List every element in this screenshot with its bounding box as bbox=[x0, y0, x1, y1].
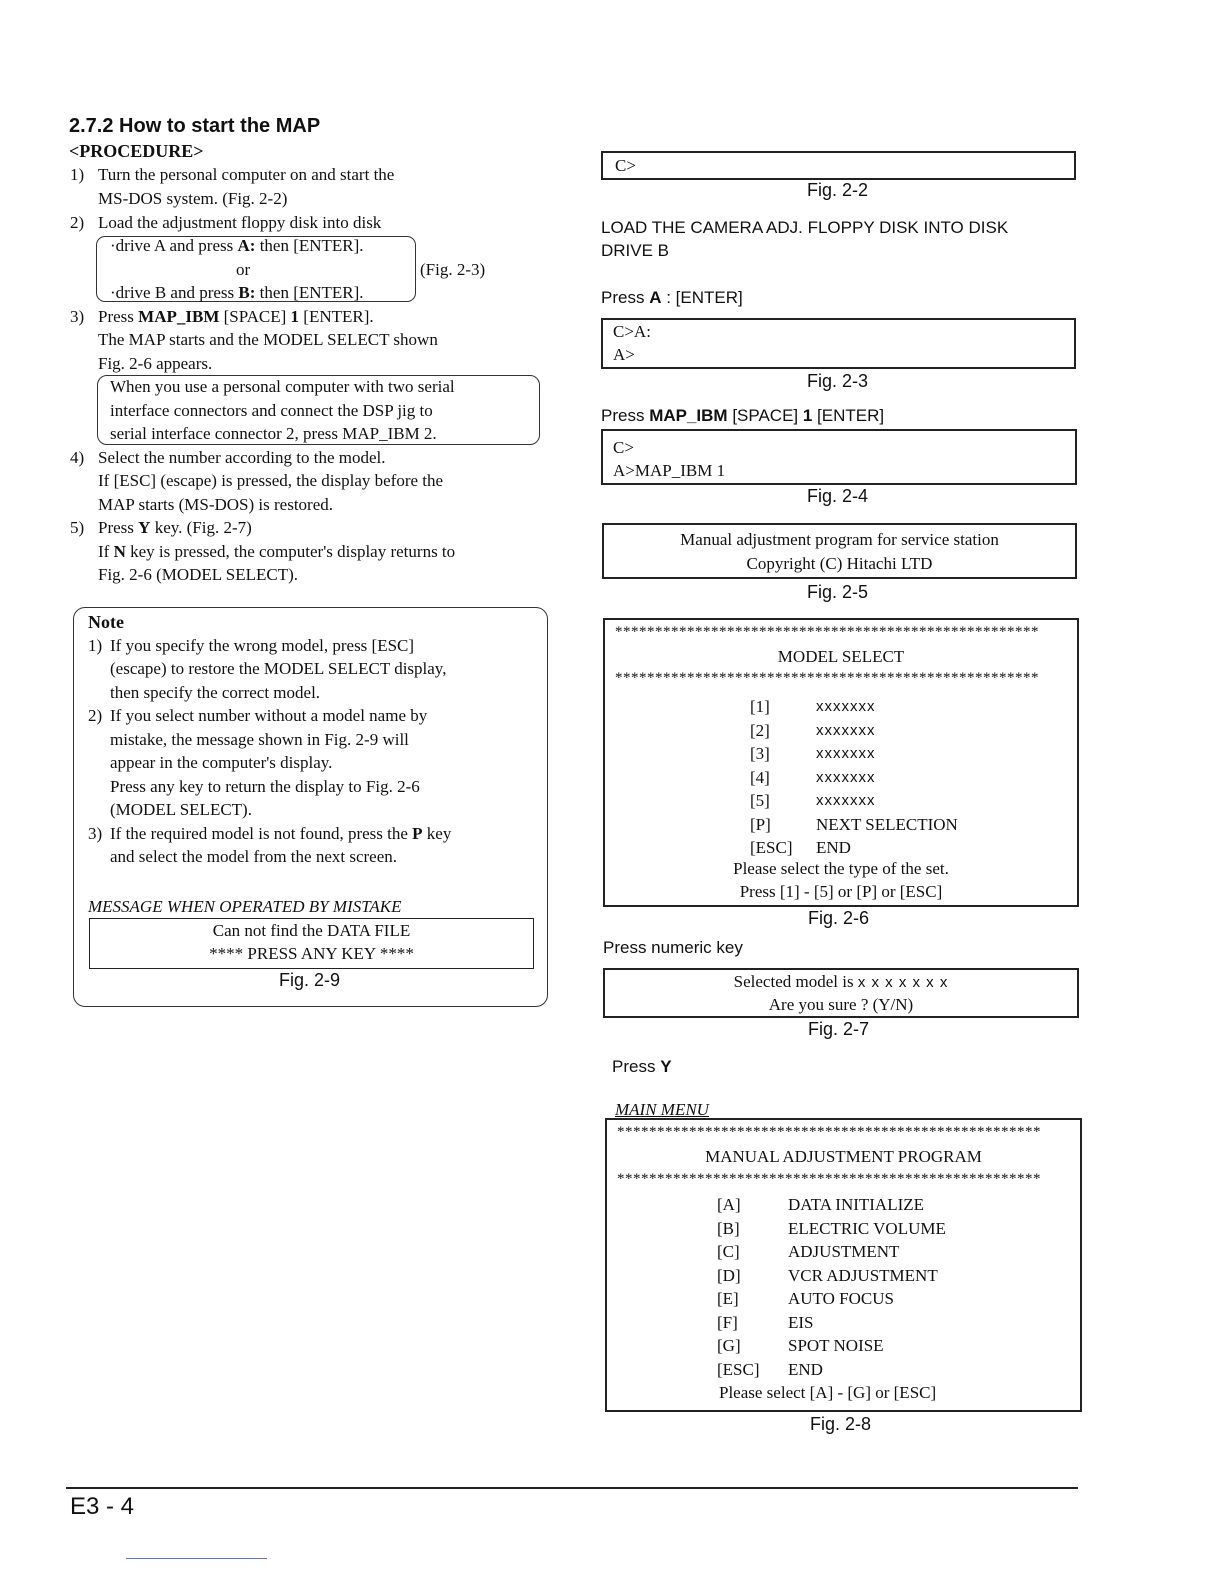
model-select-title: MODEL SELECT bbox=[777, 647, 905, 666]
model-option-key: [3] bbox=[750, 744, 770, 763]
main-menu-prompt: Please select [A] - [G] or [ESC] bbox=[719, 1383, 937, 1402]
load-instruction-line-2: DRIVE B bbox=[601, 241, 670, 260]
step-3-number: 3) bbox=[70, 307, 85, 326]
main-menu-screen bbox=[605, 1118, 1082, 1412]
fig-2-3-caption: Fig. 2-3 bbox=[807, 371, 869, 391]
step-2-line-1: Load the adjustment floppy disk into disk bbox=[98, 213, 382, 232]
main-stars-bottom: ***************************************************** bbox=[617, 1171, 1041, 1187]
model-option-key: [ESC] bbox=[750, 838, 793, 857]
serial-note-line-3: serial interface connector 2, press MAP_IBM 2. bbox=[110, 424, 437, 443]
main-menu-option-label: END bbox=[788, 1359, 823, 1379]
confirm-selected-text: Selected model is bbox=[733, 972, 858, 991]
note-3-p-key: P bbox=[412, 824, 423, 843]
main-menu-option-label: EIS bbox=[788, 1312, 814, 1332]
step-5-rest: key. (Fig. 2-7) bbox=[150, 518, 252, 537]
mistake-line-2: **** PRESS ANY KEY **** bbox=[209, 944, 414, 963]
load-instruction-line-1: LOAD THE CAMERA ADJ. FLOPPY DISK INTO DISK bbox=[601, 218, 1009, 237]
step-3-press: Press bbox=[98, 307, 139, 326]
fig-2-2-caption: Fig. 2-2 bbox=[807, 180, 869, 200]
footer-underline bbox=[126, 1558, 267, 1559]
press-map-press: Press bbox=[601, 406, 650, 425]
note-2-line-3: appear in the computer's display. bbox=[110, 753, 333, 772]
model-option-key: [2] bbox=[750, 720, 770, 740]
drive-a-text: ·drive A and press bbox=[110, 236, 238, 255]
serial-note-line-1: When you use a personal computer with two serial bbox=[110, 377, 455, 396]
main-menu-option-label: DATA INITIALIZE bbox=[788, 1195, 925, 1214]
fig-2-5-caption: Fig. 2-5 bbox=[807, 582, 869, 602]
press-a-enter: : [ENTER] bbox=[661, 288, 743, 307]
serial-note-line-2: interface connectors and connect the DSP jig to bbox=[110, 401, 433, 420]
step-5-line-2 bbox=[98, 540, 455, 563]
fig-2-2-screen bbox=[601, 151, 1076, 180]
fig-2-3-line-1: C>A: bbox=[613, 322, 651, 341]
step-5-press: Press bbox=[98, 518, 139, 537]
model-option-label: xxxxxxx bbox=[816, 721, 876, 739]
drive-a-option bbox=[110, 234, 364, 257]
main-menu-option-label: ELECTRIC VOLUME bbox=[788, 1218, 946, 1238]
note-2-line-4: Press any key to return the display to Fig. 2-6 bbox=[110, 777, 420, 796]
model-stars-bottom: ***************************************************** bbox=[615, 670, 1039, 686]
press-map-one: 1 bbox=[802, 406, 813, 425]
model-option-label: xxxxxxx bbox=[816, 792, 876, 809]
step-5-line-3: Fig. 2-6 (MODEL SELECT). bbox=[98, 565, 299, 584]
drive-a-key: A: bbox=[237, 236, 256, 255]
main-menu-title: MANUAL ADJUSTMENT PROGRAM bbox=[705, 1147, 982, 1166]
step-3-space: [SPACE] bbox=[219, 307, 291, 326]
fig-2-5-line-1: Manual adjustment program for service station bbox=[680, 530, 999, 549]
note-3-key-word: key bbox=[422, 824, 452, 843]
step-4-line-2: If [ESC] (escape) is pressed, the display before the bbox=[98, 471, 444, 490]
model-select-screen bbox=[603, 618, 1079, 907]
page-number: E3 - 4 bbox=[70, 1493, 135, 1520]
step-4-number: 4) bbox=[70, 448, 85, 467]
fig-2-3-screen bbox=[601, 318, 1076, 369]
fig-2-4-line-2: A>MAP_IBM 1 bbox=[613, 461, 726, 480]
note-3-text: If the required model is not found, press the bbox=[110, 824, 413, 843]
model-prompt-1: Please select the type of the set. bbox=[733, 859, 949, 878]
press-a-instruction bbox=[601, 286, 743, 309]
press-a-key: A bbox=[649, 288, 662, 307]
fig-2-6-caption: Fig. 2-6 bbox=[808, 908, 870, 928]
model-option-key: [5] bbox=[750, 791, 770, 810]
step-4-line-3: MAP starts (MS-DOS) is restored. bbox=[98, 495, 334, 514]
model-option-key: [4] bbox=[750, 767, 770, 787]
step-5-if: If bbox=[98, 542, 114, 561]
fig-2-3-line-2: A> bbox=[613, 345, 635, 364]
drive-b-enter: then [ENTER]. bbox=[255, 283, 364, 302]
drive-a-enter: then [ENTER]. bbox=[255, 236, 364, 255]
mistake-message-screen bbox=[89, 918, 534, 969]
procedure-label: <PROCEDURE> bbox=[69, 141, 204, 161]
main-menu-option-label: SPOT NOISE bbox=[788, 1336, 884, 1355]
step-1-number: 1) bbox=[70, 165, 85, 184]
press-map-enter: [ENTER] bbox=[812, 406, 885, 425]
main-menu-option-label: VCR ADJUSTMENT bbox=[788, 1265, 938, 1285]
drive-or-label: or bbox=[236, 260, 251, 279]
note-2-line-1: If you select number without a model name by bbox=[110, 706, 428, 725]
confirm-line-1 bbox=[605, 970, 1077, 994]
drive-fig-ref: (Fig. 2-3) bbox=[420, 260, 486, 279]
section-heading: 2.7.2 How to start the MAP bbox=[69, 115, 321, 137]
main-menu-option-key: [E] bbox=[717, 1289, 739, 1308]
step-5-key: Y bbox=[138, 518, 151, 537]
main-menu-option-key: [F] bbox=[717, 1312, 738, 1332]
step-1-line-1: Turn the personal computer on and start the bbox=[98, 165, 395, 184]
step-4-line-1: Select the number according to the model. bbox=[98, 448, 386, 467]
press-y-instruction bbox=[612, 1055, 672, 1078]
fig-2-2-prompt: C> bbox=[615, 156, 636, 175]
model-option-label: END bbox=[816, 838, 851, 857]
main-menu-option-key: [G] bbox=[717, 1336, 741, 1355]
confirm-line-2: Are you sure ? (Y/N) bbox=[768, 995, 914, 1014]
note-2-number: 2) bbox=[88, 706, 103, 725]
step-5-n-key: N bbox=[113, 542, 126, 561]
drive-b-text: ·drive B and press bbox=[110, 283, 239, 302]
model-option-label: xxxxxxx bbox=[816, 768, 876, 786]
note-2-line-2: mistake, the message shown in Fig. 2-9 will bbox=[110, 730, 409, 749]
step-3-line-1 bbox=[98, 305, 374, 328]
main-menu-option-label: AUTO FOCUS bbox=[788, 1289, 894, 1308]
fig-2-4-caption: Fig. 2-4 bbox=[807, 486, 869, 506]
main-menu-option-key: [ESC] bbox=[717, 1359, 760, 1379]
main-menu-option-label: ADJUSTMENT bbox=[788, 1242, 900, 1261]
press-y-press: Press bbox=[612, 1057, 661, 1076]
mistake-line-1: Can not find the DATA FILE bbox=[212, 921, 411, 940]
confirm-model-screen bbox=[603, 968, 1079, 1018]
note-title: Note bbox=[88, 612, 124, 632]
step-3-command: MAP_IBM bbox=[138, 307, 220, 326]
press-y-key: Y bbox=[660, 1057, 672, 1076]
main-menu-option-key: [C] bbox=[717, 1242, 740, 1261]
drive-b-option bbox=[110, 281, 364, 304]
fig-2-4-line-1: C> bbox=[613, 438, 634, 457]
note-1-number: 1) bbox=[88, 636, 103, 655]
note-3-number: 3) bbox=[88, 824, 103, 843]
fig-2-4-screen bbox=[601, 429, 1077, 485]
press-map-command: MAP_IBM bbox=[649, 406, 728, 425]
footer-rule bbox=[66, 1487, 1078, 1489]
note-1-line-2: (escape) to restore the MODEL SELECT display, bbox=[110, 659, 447, 678]
confirm-model-x: x x x x x x x bbox=[857, 974, 949, 991]
step-5-returns: key is pressed, the computer's display returns to bbox=[125, 542, 456, 561]
fig-2-7-caption: Fig. 2-7 bbox=[808, 1019, 870, 1039]
note-1-line-3: then specify the correct model. bbox=[110, 683, 321, 702]
model-option-key: [1] bbox=[750, 697, 770, 716]
model-stars-top: ***************************************************** bbox=[615, 624, 1039, 640]
press-a-press: Press bbox=[601, 288, 650, 307]
step-3-enter: [ENTER]. bbox=[299, 307, 374, 326]
main-menu-option-key: [B] bbox=[717, 1218, 740, 1238]
model-prompt-2: Press [1] - [5] or [P] or [ESC] bbox=[739, 882, 943, 901]
main-menu-option-key: [D] bbox=[717, 1265, 741, 1285]
note-2-line-5: (MODEL SELECT). bbox=[110, 800, 252, 819]
fig-2-8-caption: Fig. 2-8 bbox=[810, 1414, 872, 1434]
main-menu-label: MAIN MENU bbox=[615, 1100, 709, 1119]
fig-2-5-screen bbox=[602, 523, 1077, 579]
press-map-space: [SPACE] bbox=[727, 406, 803, 425]
step-2-number: 2) bbox=[70, 213, 85, 232]
note-1-line-1: If you specify the wrong model, press [ESC] bbox=[110, 636, 415, 655]
press-map-instruction bbox=[601, 404, 884, 427]
step-3-one: 1 bbox=[290, 307, 300, 326]
drive-b-key: B: bbox=[238, 283, 256, 302]
main-menu-option-key: [A] bbox=[717, 1195, 741, 1214]
mistake-label: MESSAGE WHEN OPERATED BY MISTAKE bbox=[88, 897, 402, 916]
fig-2-9-caption: Fig. 2-9 bbox=[279, 970, 341, 990]
step-1-line-2: MS-DOS system. (Fig. 2-2) bbox=[98, 189, 288, 208]
note-3-line-1 bbox=[110, 822, 451, 845]
step-5-line-1 bbox=[98, 516, 252, 539]
step-3-line-2: The MAP starts and the MODEL SELECT shown bbox=[98, 330, 438, 349]
main-stars-top: ***************************************************** bbox=[617, 1124, 1041, 1140]
fig-2-5-line-2: Copyright (C) Hitachi LTD bbox=[746, 554, 933, 573]
press-numeric-instruction: Press numeric key bbox=[603, 938, 743, 957]
model-option-label: xxxxxxx bbox=[816, 745, 876, 762]
model-option-label: NEXT SELECTION bbox=[816, 814, 958, 834]
model-option-key: [P] bbox=[750, 814, 771, 834]
step-3-line-3: Fig. 2-6 appears. bbox=[98, 354, 213, 373]
note-3-line-2: and select the model from the next screen. bbox=[110, 847, 397, 866]
model-option-label: xxxxxxx bbox=[816, 698, 876, 715]
step-5-number: 5) bbox=[70, 518, 85, 537]
